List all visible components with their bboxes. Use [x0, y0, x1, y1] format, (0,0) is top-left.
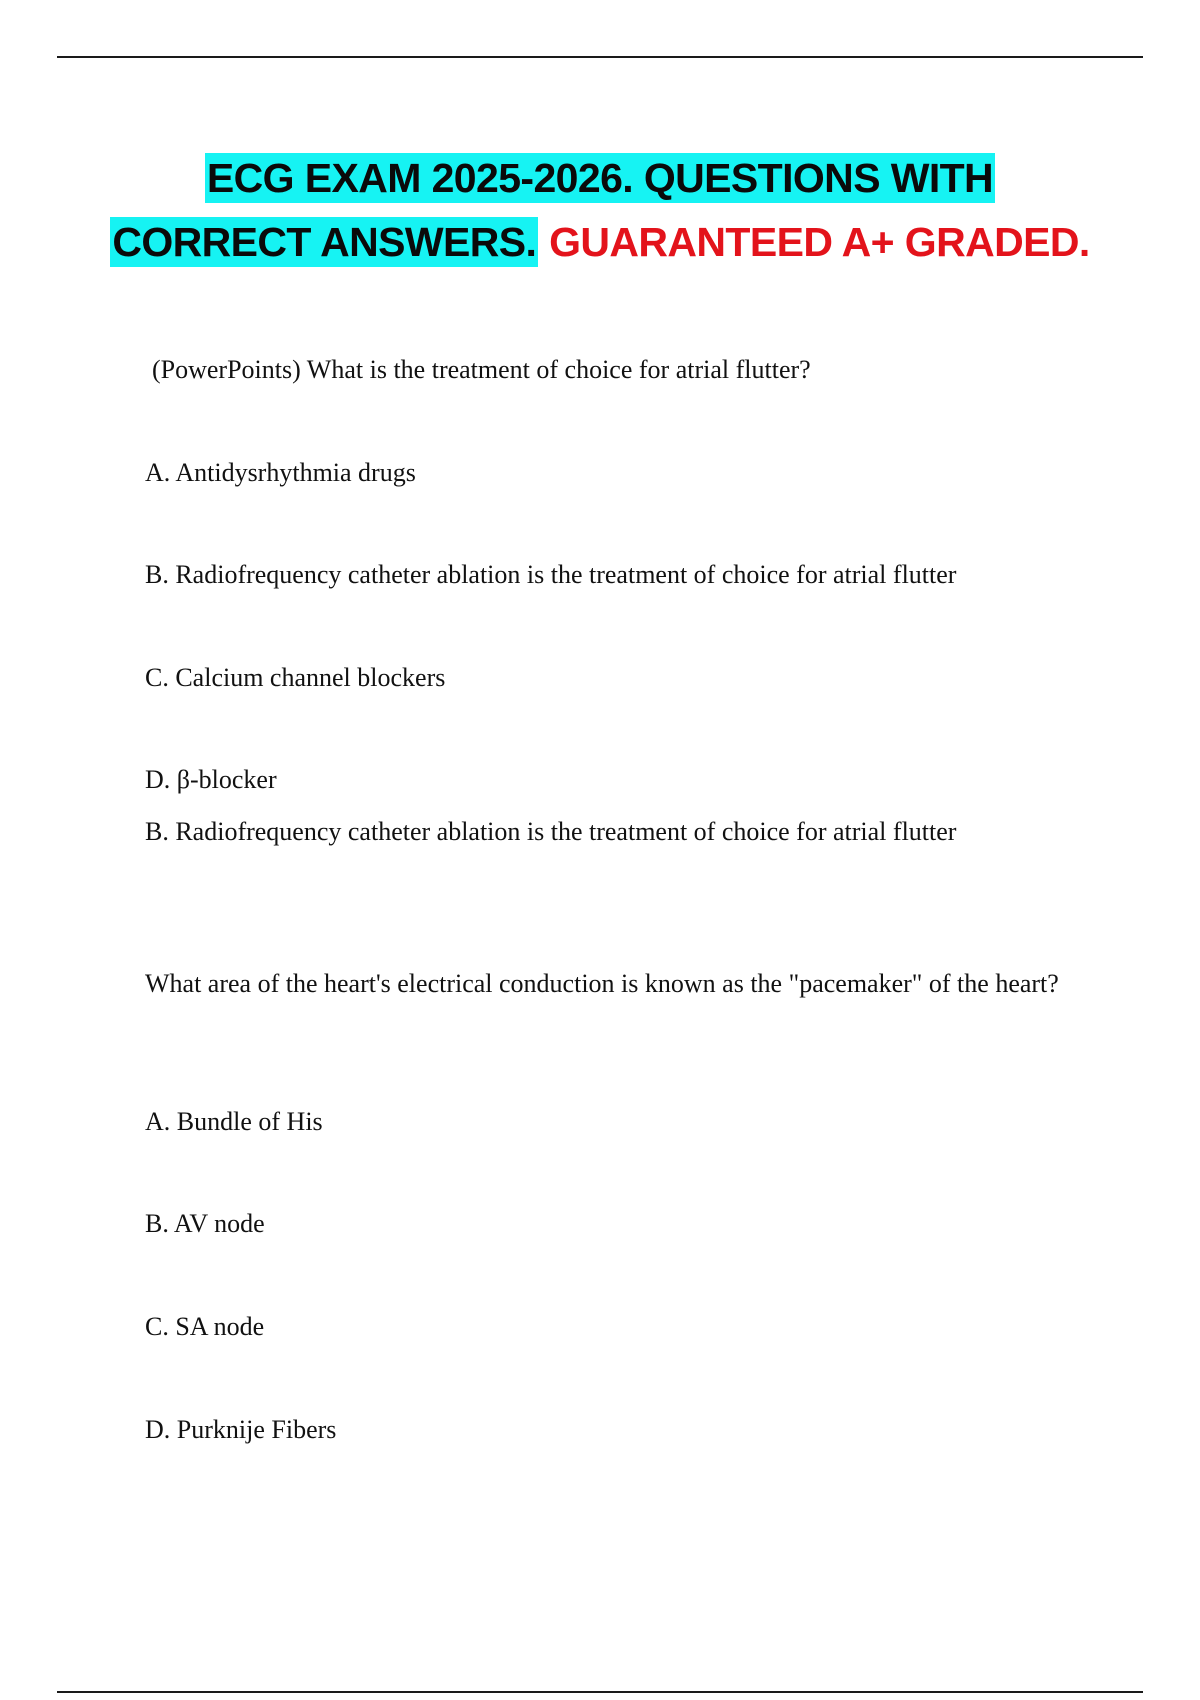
- title-highlight-line1: ECG EXAM 2025-2026. QUESTIONS WITH: [206, 155, 994, 201]
- question-2-option-b: B. AV node: [145, 1209, 265, 1238]
- question-2-option-a: A. Bundle of His: [145, 1107, 323, 1136]
- question-1-option-c: C. Calcium channel blockers: [145, 663, 446, 692]
- title-highlight-line2: CORRECT ANSWERS.: [112, 219, 537, 265]
- top-rule: [57, 56, 1143, 58]
- title-red-text: GUARANTEED A+ GRADED.: [549, 219, 1090, 265]
- question-1-text: (PowerPoints) What is the treatment of choice for atrial flutter?: [152, 355, 811, 384]
- bottom-rule: [57, 1691, 1143, 1693]
- question-1-option-a: A. Antidysrhythmia drugs: [145, 458, 416, 487]
- question-2-option-d: D. Purknije Fibers: [145, 1415, 337, 1444]
- question-2-text: What area of the heart's electrical conduction is known as the "pacemaker" of the heart?: [145, 969, 1059, 998]
- question-1-answer: B. Radiofrequency catheter ablation is the treatment of choice for atrial flutter: [145, 817, 957, 846]
- document-title: [100, 146, 1100, 274]
- question-1-option-d: D. β-blocker: [145, 765, 277, 794]
- question-2-option-c: C. SA node: [145, 1312, 265, 1341]
- question-1-option-b: B. Radiofrequency catheter ablation is the treatment of choice for atrial flutter: [145, 560, 957, 589]
